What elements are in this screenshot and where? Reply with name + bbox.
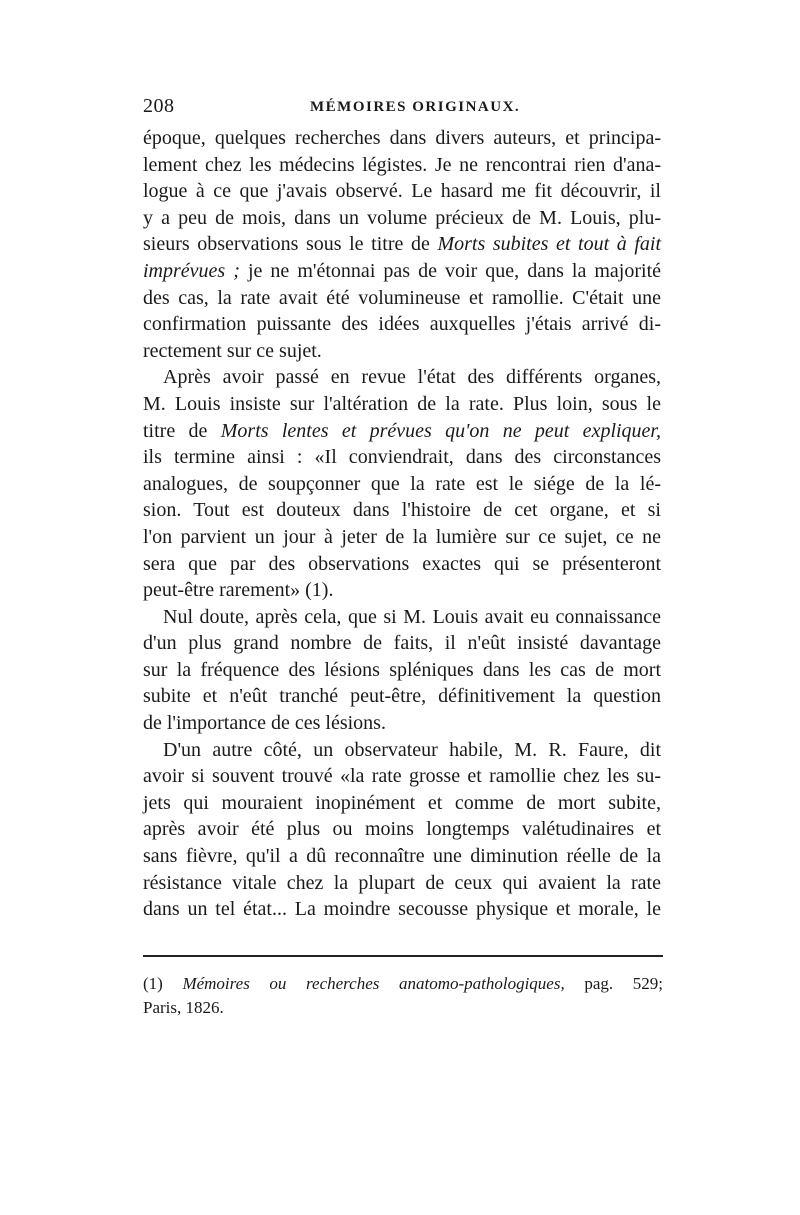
running-head: MÉMOIRES ORIGINAUX. (310, 99, 521, 115)
page-number: 208 (143, 95, 175, 117)
text-line: d'un plus grand nombre de faits, il n'eût insisté davantage (143, 632, 661, 655)
text-line: subite et n'eût tranché peut-être, définitivement la question (143, 685, 661, 708)
italic-title: imprévues ; (143, 259, 240, 282)
text-segment: titre de (143, 419, 208, 442)
text-line: avoir si souvent trouvé «la rate grosse et ramollie chez les su- (143, 765, 661, 788)
footnote-ref: pag. 529; (584, 974, 663, 993)
text-line: y a peu de mois, dans un volume précieux de M. Louis, plu- (143, 206, 661, 229)
body-text (143, 125, 661, 923)
text-line: résistance vitale chez la plupart de ceux qui avaient la rate (143, 871, 661, 894)
text-line: lement chez les médecins légistes. Je ne rencontrai rien d'ana- (143, 153, 661, 176)
text-line: l'on parvient un jour à jeter de la lumière sur ce sujet, ce ne (143, 525, 661, 548)
text-line: D'un autre côté, un observateur habile, M. R. Faure, dit (163, 738, 661, 761)
text-line: des cas, la rate avait été volumineuse et ramollie. C'était une (143, 286, 661, 309)
text-line: sur la fréquence des lésions spléniques dans les cas de mort (143, 658, 661, 681)
text-line: jets qui mouraient inopinément et comme de mort subite, (143, 791, 661, 814)
text-line: peut-être rarement» (1). (143, 579, 334, 602)
footnote (143, 972, 663, 1020)
italic-title: Morts lentes et prévues qu'on ne peut expliquer, (220, 419, 661, 442)
text-line: Après avoir passé en revue l'état des différents organes, (163, 366, 661, 389)
footnote-line: Paris, 1826. (143, 998, 224, 1017)
text-line: ils termine ainsi : «Il conviendrait, dans des circonstances (143, 446, 661, 469)
text-line (143, 418, 661, 445)
text-line (143, 231, 661, 258)
text-line: dans un tel état... La moindre secousse physique et morale, le (143, 898, 661, 921)
text-line: analogues, de soupçonner que la rate est le siége de la lé- (143, 472, 661, 495)
text-line: confirmation puissante des idées auxquelles j'étais arrivé di- (143, 313, 661, 336)
footnote-rule (143, 955, 663, 957)
text-line: sion. Tout est douteux dans l'histoire de cet organe, et si (143, 499, 661, 522)
text-line: sans fièvre, qu'il a dû reconnaître une diminution réelle de la (143, 845, 661, 868)
text-line: de l'importance de ces lésions. (143, 712, 386, 735)
text-line: Nul doute, après cela, que si M. Louis avait eu connaissance (163, 605, 661, 628)
footnote-line (143, 972, 663, 996)
text-line: sera que par des observations exactes qui se présenteront (143, 552, 661, 575)
italic-title: Morts subites et tout à fait (437, 233, 662, 256)
text-line: logue à ce que j'avais observé. Le hasard me fit découvrir, il (143, 180, 661, 203)
footnote-marker: (1) (143, 974, 163, 993)
page-header (143, 95, 663, 125)
text-line (143, 258, 661, 285)
text-segment: je ne m'étonnai pas de voir que, dans la majorité (247, 259, 662, 282)
text-segment: sieurs observations sous le titre de (143, 233, 430, 256)
text-line: rectement sur ce sujet. (143, 339, 322, 362)
footnote-title: Mémoires ou recherches anatomo-pathologiques, (182, 974, 565, 993)
text-line: après avoir été plus ou moins longtemps valétudinaires et (143, 818, 661, 841)
text-line: époque, quelques recherches dans divers auteurs, et principa- (143, 127, 661, 149)
text-line: M. Louis insiste sur l'altération de la rate. Plus loin, sous le (143, 392, 661, 415)
